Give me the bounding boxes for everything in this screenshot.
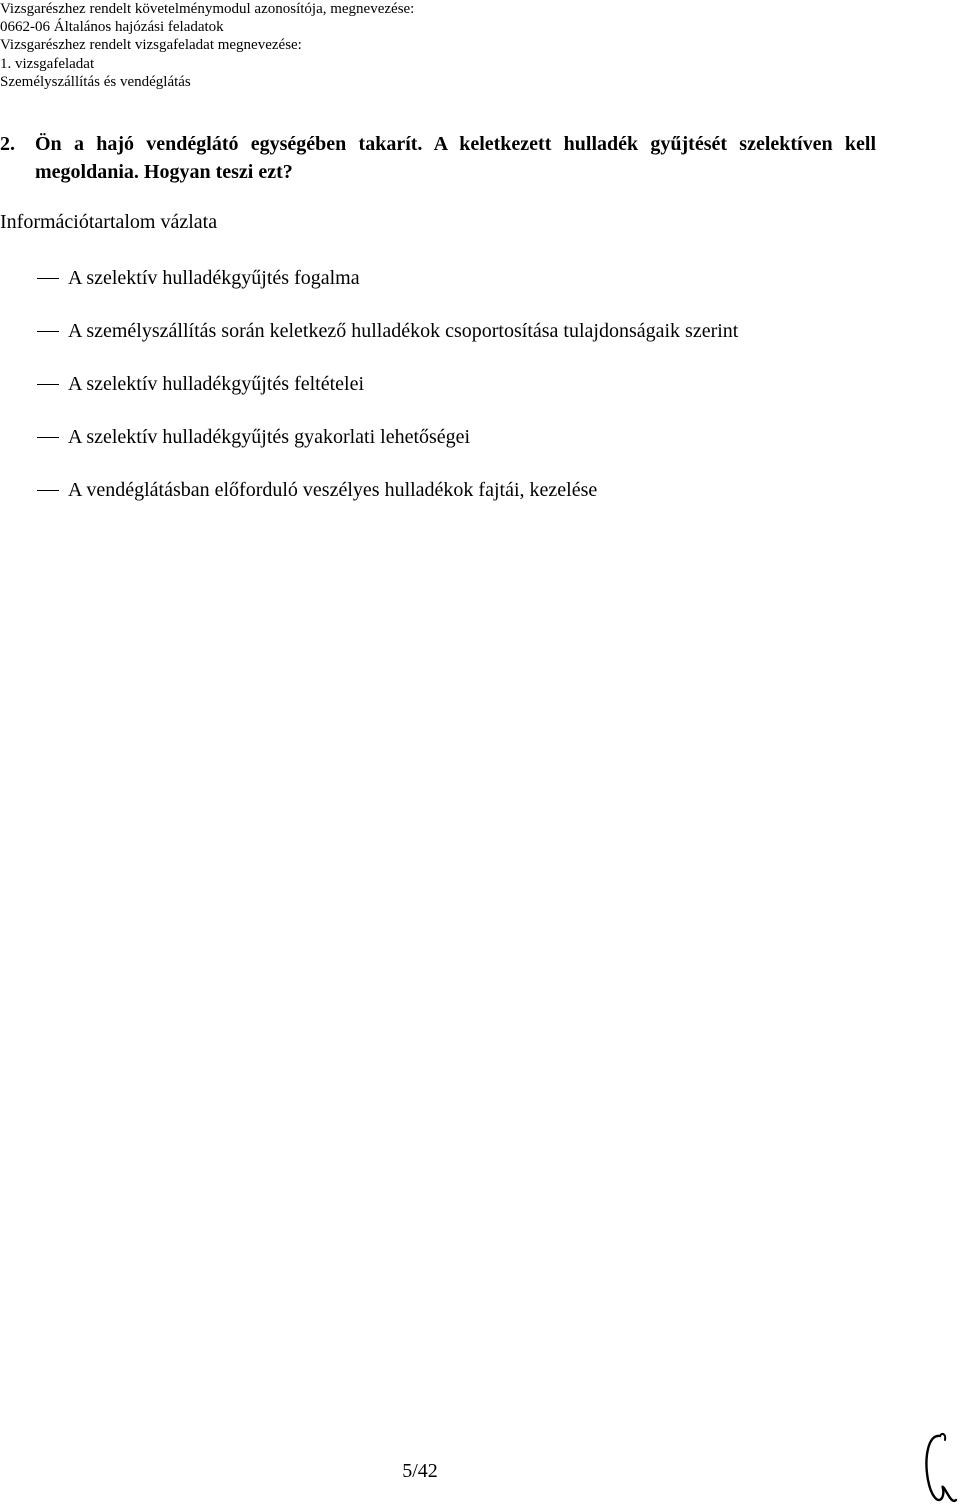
signature-mark-icon [918,1428,958,1508]
dash-bullet-icon [37,278,59,279]
question-number: 2. [0,133,15,155]
dash-bullet-icon [37,490,59,491]
list-item-text: A személyszállítás során keletkező hulladékok csoportosítása tulajdonságaik szerint [68,320,739,342]
document-header [0,0,414,91]
list-item-text: A szelektív hulladékgyűjtés gyakorlati lehetőségei [68,426,471,448]
header-line-task-number: 1. vizsgafeladat [0,55,95,72]
header-line-task-name: Személyszállítás és vendéglátás [0,73,191,90]
question [0,130,876,186]
list-item-text: A vendéglátásban előforduló veszélyes hulladékok fajtái, kezelése [68,479,598,501]
list-item-text: A szelektív hulladékgyűjtés fogalma [68,267,360,289]
header-line-module-label: Vizsgarészhez rendelt követelménymodul azonosítója, megnevezése: [0,1,415,17]
dash-bullet-icon [37,331,59,332]
list-item-text: A szelektív hulladékgyűjtés feltételei [68,373,365,395]
dash-bullet-icon [37,384,59,385]
list-item [0,317,738,370]
outline-list [0,264,738,529]
header-line-task-label: Vizsgarészhez rendelt vizsgafeladat megnevezése: [0,37,302,54]
outline-title: Információtartalom vázlata [0,211,218,233]
list-item [0,370,738,423]
list-item [0,476,738,529]
question-text: Ön a hajó vendéglátó egységében takarít. A keletkezett hulladék gyűjtését szelektíven kell megoldania. Hogyan teszi ezt? [35,133,876,183]
header-line-module-name: 0662-06 Általános hajózási feladatok [0,19,224,36]
page-number: 5/42 [402,1460,438,1482]
dash-bullet-icon [37,437,59,438]
list-item [0,423,738,476]
list-item [0,264,738,317]
